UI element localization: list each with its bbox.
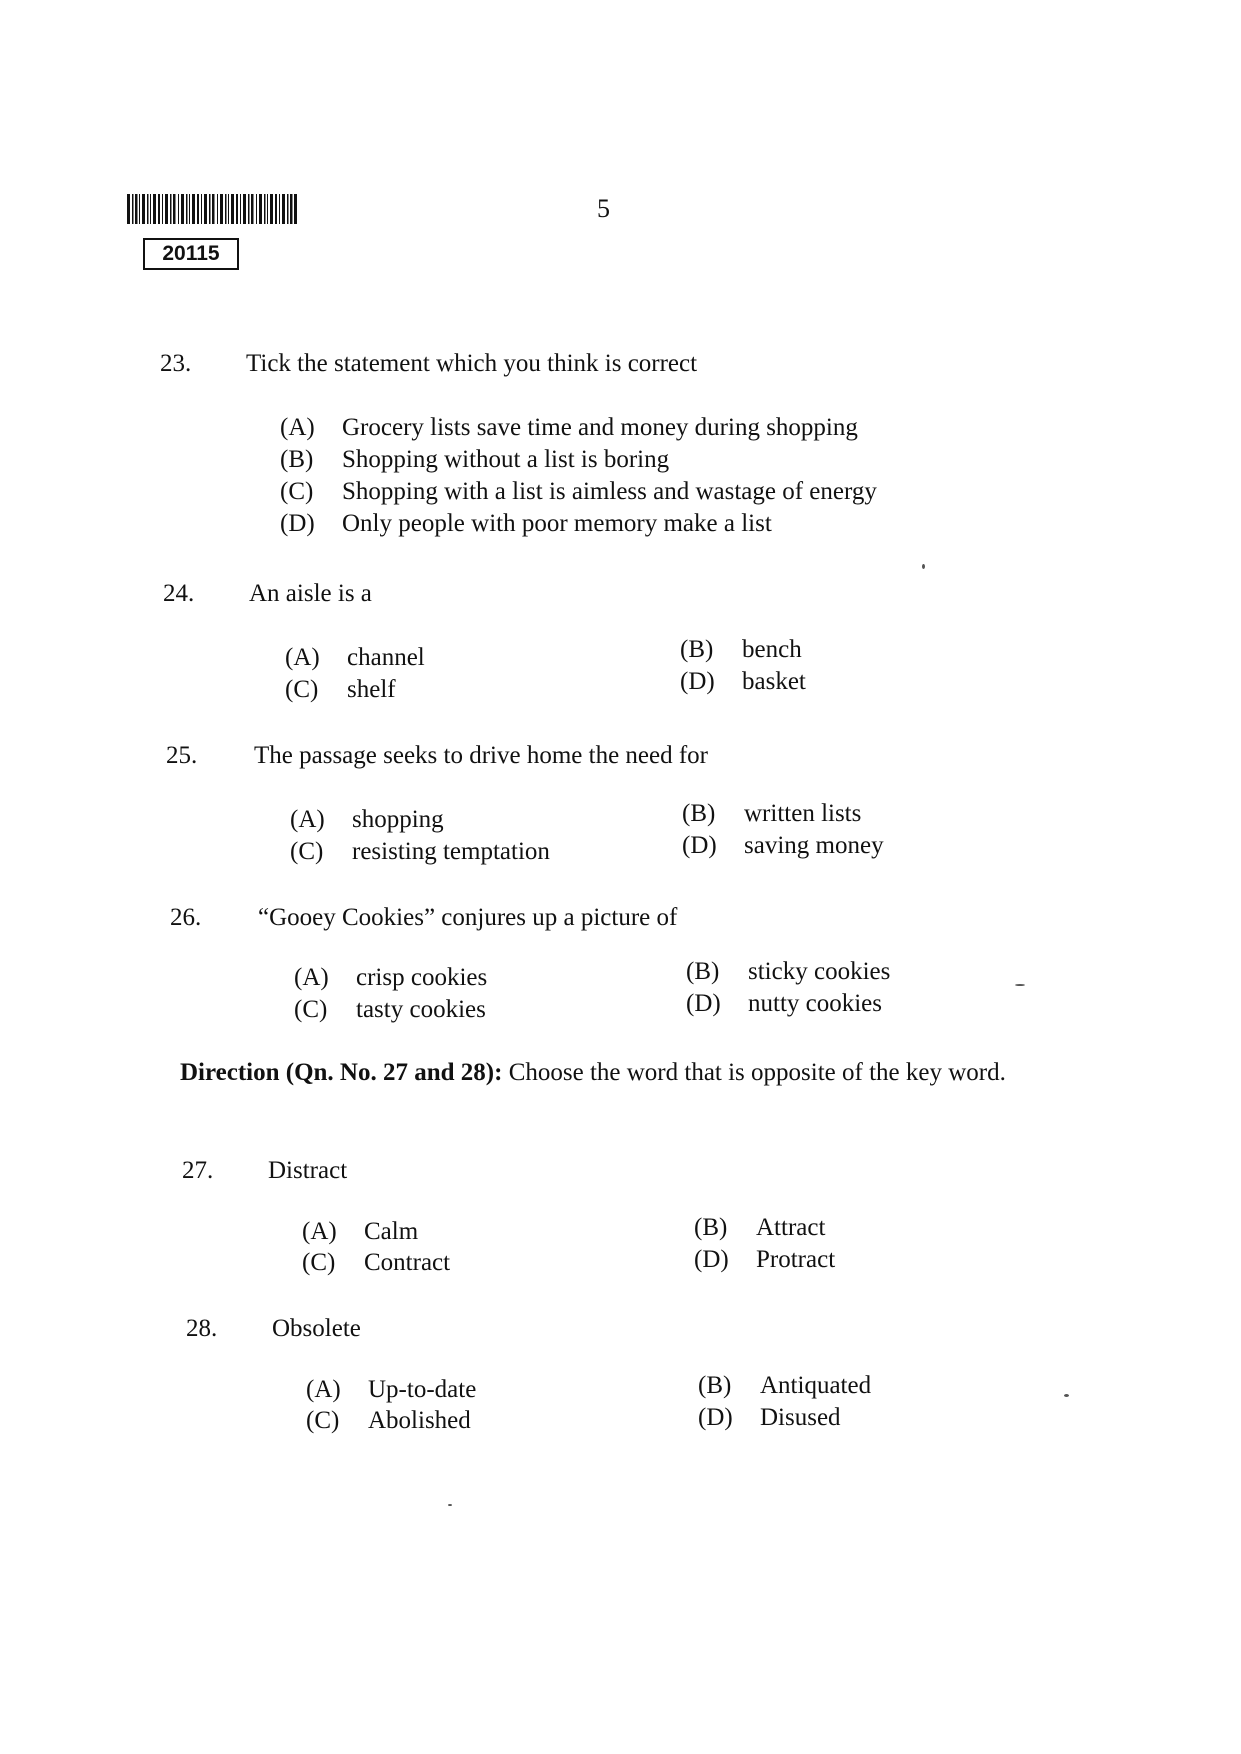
option-b [280, 446, 669, 474]
option-c [290, 838, 550, 866]
option-a [290, 806, 444, 834]
option-label: (C) [290, 838, 324, 865]
option-label: (C) [302, 1249, 336, 1276]
option-text: Shopping with a list is aimless and wastage of energy [342, 478, 877, 505]
option-label: (A) [306, 1376, 341, 1403]
option-text: Disused [760, 1404, 841, 1431]
option-d [682, 832, 884, 860]
option-text: bench [742, 636, 802, 663]
option-label: (D) [280, 510, 315, 537]
option-a [306, 1376, 476, 1404]
option-a [285, 644, 425, 672]
option-c [302, 1249, 450, 1277]
option-label: (B) [280, 446, 314, 473]
page-number: 5 [597, 194, 610, 223]
option-label: (C) [285, 676, 319, 703]
option-label: (D) [694, 1246, 729, 1273]
option-a [294, 964, 487, 992]
option-text: saving money [744, 832, 884, 859]
option-text: shelf [347, 676, 396, 703]
option-d [698, 1404, 841, 1432]
option-d [694, 1246, 835, 1274]
option-a [280, 414, 858, 442]
option-text: tasty cookies [356, 996, 486, 1023]
option-label: (B) [682, 800, 716, 827]
option-a [302, 1218, 418, 1246]
question-text: An aisle is a [249, 580, 372, 607]
option-text: crisp cookies [356, 964, 488, 991]
question-number: 27. [182, 1157, 214, 1184]
question-number: 26. [170, 904, 202, 931]
option-text: written lists [744, 800, 862, 827]
direction-heading: Direction (Qn. No. 27 and 28): [180, 1059, 503, 1086]
option-label: (C) [280, 478, 314, 505]
option-text: Shopping without a list is boring [342, 446, 670, 473]
option-c [280, 478, 877, 506]
option-text: Only people with poor memory make a list [342, 510, 772, 537]
option-text: Attract [756, 1214, 826, 1241]
option-b [680, 636, 802, 664]
option-label: (A) [290, 806, 325, 833]
option-label: (A) [294, 964, 329, 991]
option-b [698, 1372, 871, 1400]
scan-speck [448, 1504, 452, 1506]
option-text: Antiquated [760, 1372, 872, 1399]
option-text: shopping [352, 806, 444, 833]
option-label: (A) [280, 414, 315, 441]
option-b [694, 1214, 825, 1242]
scan-speck [1015, 984, 1025, 986]
option-label: (D) [686, 990, 721, 1017]
option-label: (D) [680, 668, 715, 695]
option-label: (D) [682, 832, 717, 859]
question-number: 28. [186, 1315, 218, 1342]
question-text: Tick the statement which you think is correct [246, 350, 698, 377]
option-d [680, 668, 806, 696]
option-label: (B) [680, 636, 714, 663]
option-b [686, 958, 890, 986]
direction-note [180, 1052, 1080, 1094]
option-label: (B) [686, 958, 720, 985]
question-text: The passage seeks to drive home the need for [254, 742, 709, 769]
option-label: (A) [302, 1218, 337, 1245]
option-text: Protract [756, 1246, 836, 1273]
option-text: Grocery lists save time and money during shopping [342, 414, 858, 441]
option-c [285, 676, 396, 704]
option-d [280, 510, 772, 538]
option-text: Abolished [368, 1407, 471, 1434]
option-c [294, 996, 486, 1024]
question-text: Distract [268, 1157, 348, 1184]
option-text: Calm [364, 1218, 419, 1245]
scan-speck [922, 564, 925, 569]
option-b [682, 800, 861, 828]
option-text: sticky cookies [748, 958, 891, 985]
paper-code: 20115 [143, 238, 239, 270]
option-c [306, 1407, 471, 1435]
option-label: (C) [306, 1407, 340, 1434]
option-text: Up-to-date [368, 1376, 477, 1403]
question-number: 24. [163, 580, 195, 607]
option-d [686, 990, 882, 1018]
option-text: nutty cookies [748, 990, 883, 1017]
question-number: 25. [166, 742, 198, 769]
option-text: channel [347, 644, 425, 671]
option-label: (A) [285, 644, 320, 671]
option-label: (B) [694, 1214, 728, 1241]
option-label: (C) [294, 996, 328, 1023]
question-number: 23. [160, 350, 192, 377]
option-label: (B) [698, 1372, 732, 1399]
scan-speck [1064, 1394, 1069, 1397]
question-text: Obsolete [272, 1315, 361, 1342]
question-text: “Gooey Cookies” conjures up a picture of [258, 904, 678, 931]
barcode [127, 194, 297, 224]
option-text: resisting temptation [352, 838, 550, 865]
option-text: basket [742, 668, 806, 695]
option-label: (D) [698, 1404, 733, 1431]
direction-text: Choose the word that is opposite of the key word. [508, 1059, 1006, 1086]
option-text: Contract [364, 1249, 451, 1276]
